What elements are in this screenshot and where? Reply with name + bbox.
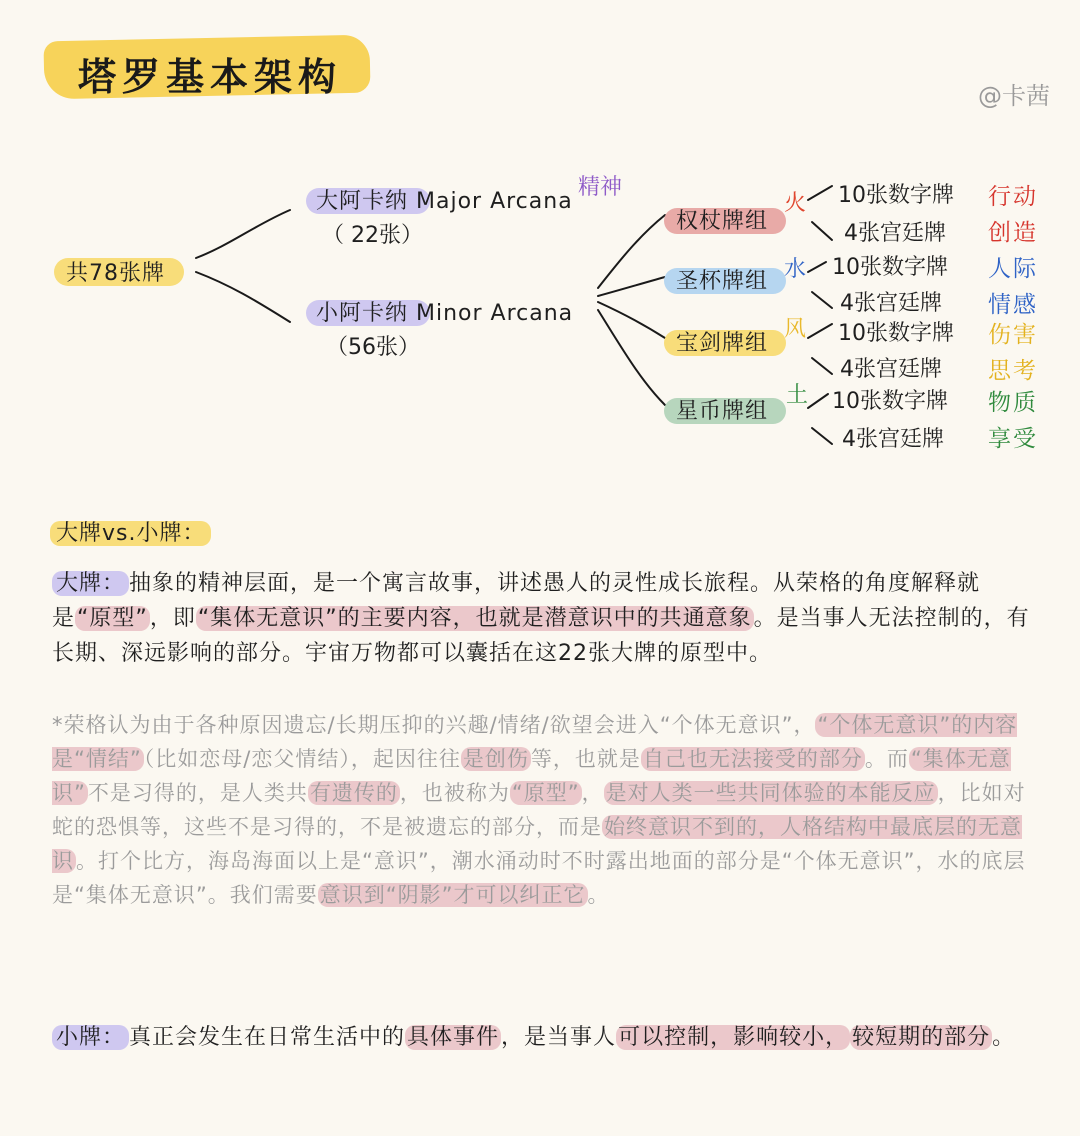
note-text-9: 不是习得的，是人类共 (87, 781, 308, 805)
note-text-1: *荣格认为由于各种原因遗忘/长期压抑的兴趣/情绪/欲望会进入“个体无意识”， (52, 713, 816, 737)
suit-cups-label: 圣杯牌组 (676, 269, 769, 294)
swords-court-keyword: 思考 (988, 358, 1038, 384)
note-text-8: “集体无意识” (52, 747, 1011, 805)
note-text-13: ， (581, 781, 604, 805)
note-text-12: “原型” (511, 781, 580, 805)
section-heading (50, 516, 211, 547)
minor-text-4: 可以控制，影响较小， (618, 1025, 849, 1050)
note-text-3: （比如恋母/恋父情结），起因往往 (143, 747, 461, 771)
author-handle: @卡茜 (978, 82, 1050, 110)
swords-court-cards: 4张宫廷牌 (840, 357, 942, 382)
major-text-1: 抽象的精神层面，是一个寓言故事，讲述愚人的灵性成长旅程。从荣格的角度解释就是 (52, 571, 981, 631)
cups-court-keyword: 情感 (988, 292, 1038, 318)
note-text-4: 是创伤 (462, 747, 529, 771)
minor-arcana-count: （56张） (326, 335, 420, 360)
wands-court-keyword: 创造 (988, 220, 1038, 246)
major-text-2: “原型” (77, 606, 148, 631)
element-water-label: 水 (784, 257, 807, 282)
minor-text-3: ，是当事人 (501, 1025, 617, 1050)
wands-number-cards: 10张数字牌 (838, 183, 954, 208)
minor-label: 小牌： (52, 1025, 129, 1050)
element-earth-label: 土 (786, 383, 809, 408)
pentacles-court-keyword: 享受 (988, 426, 1038, 452)
note-text-17: 。打个比方，海岛海面以上是“意识”，潮水涌动时不时露出地面的部分是“个体无意识”，水的底层是“集体无意识”。我们需要 (52, 849, 1026, 907)
note-text-19: 。 (587, 883, 610, 907)
note-text-5: 等，也就是 (530, 747, 641, 771)
note-text-11: ，也被称为 (399, 781, 510, 805)
note-text-2: “个体无意识”的内容是“情结” (52, 713, 1018, 771)
major-text-5: 。是当事人无法控制的，有长期、深远影响的部分。宇宙万物都可以囊括在这22张大牌的原型中。 (52, 606, 1030, 666)
minor-text-2: 具体事件 (407, 1025, 500, 1050)
cups-number-keyword: 人际 (988, 256, 1038, 282)
note-paragraph (52, 708, 1032, 912)
major-paragraph (52, 566, 1032, 671)
note-text-6: 自己也无法接受的部分 (642, 747, 863, 771)
element-fire-label: 火 (784, 191, 807, 216)
major-text-4: “集体无意识”的主要内容，也就是潜意识中的共通意象 (197, 606, 752, 631)
note-text-18: 意识到“阴影”才可以纠正它 (319, 883, 586, 907)
swords-number-keyword: 伤害 (988, 322, 1038, 348)
tree-root: 共78张牌 (66, 261, 165, 286)
minor-text-5: 较短期的部分 (852, 1025, 991, 1050)
element-air-label: 风 (784, 317, 807, 342)
pentacles-court-cards: 4张宫廷牌 (842, 427, 944, 452)
wands-number-keyword: 行动 (988, 184, 1038, 210)
major-arcana-count: （ 22张） (322, 223, 423, 248)
minor-text-6: 。 (992, 1025, 1016, 1050)
cups-number-cards: 10张数字牌 (832, 255, 948, 280)
suit-pentacles-label: 星币牌组 (676, 399, 769, 424)
pentacles-number-keyword: 物质 (988, 390, 1038, 416)
minor-text-1: 真正会发生在日常生活中的 (129, 1025, 406, 1050)
suit-swords-label: 宝剑牌组 (676, 331, 769, 356)
note-text-10: 有遗传的 (309, 781, 398, 805)
minor-arcana-label: 小阿卡纳 Minor Arcana (316, 301, 574, 326)
major-arcana-note: 精神 (578, 175, 623, 200)
cups-court-cards: 4张宫廷牌 (840, 291, 942, 316)
note-text-16: 始终意识不到的，人格结构中最底层的无意识 (52, 815, 1022, 873)
note-text-7: 。而 (864, 747, 909, 771)
note-text-15: ，比如对蛇的恐惧等，这些不是习得的，不是被遗忘的部分，而是 (52, 781, 1026, 839)
swords-number-cards: 10张数字牌 (838, 321, 954, 346)
section-heading-text: 大牌vs.小牌： (50, 521, 211, 546)
page-title: 塔罗基本架构 (78, 55, 343, 99)
major-label: 大牌： (52, 571, 129, 596)
note-text-14: 是对人类一些共同体验的本能反应 (605, 781, 936, 805)
minor-paragraph (52, 1020, 1032, 1055)
major-text-3: ，即 (149, 606, 196, 631)
pentacles-number-cards: 10张数字牌 (832, 389, 948, 414)
major-arcana-label: 大阿卡纳 Major Arcana (316, 189, 573, 214)
wands-court-cards: 4张宫廷牌 (844, 221, 946, 246)
suit-wands-label: 权杖牌组 (676, 209, 769, 234)
